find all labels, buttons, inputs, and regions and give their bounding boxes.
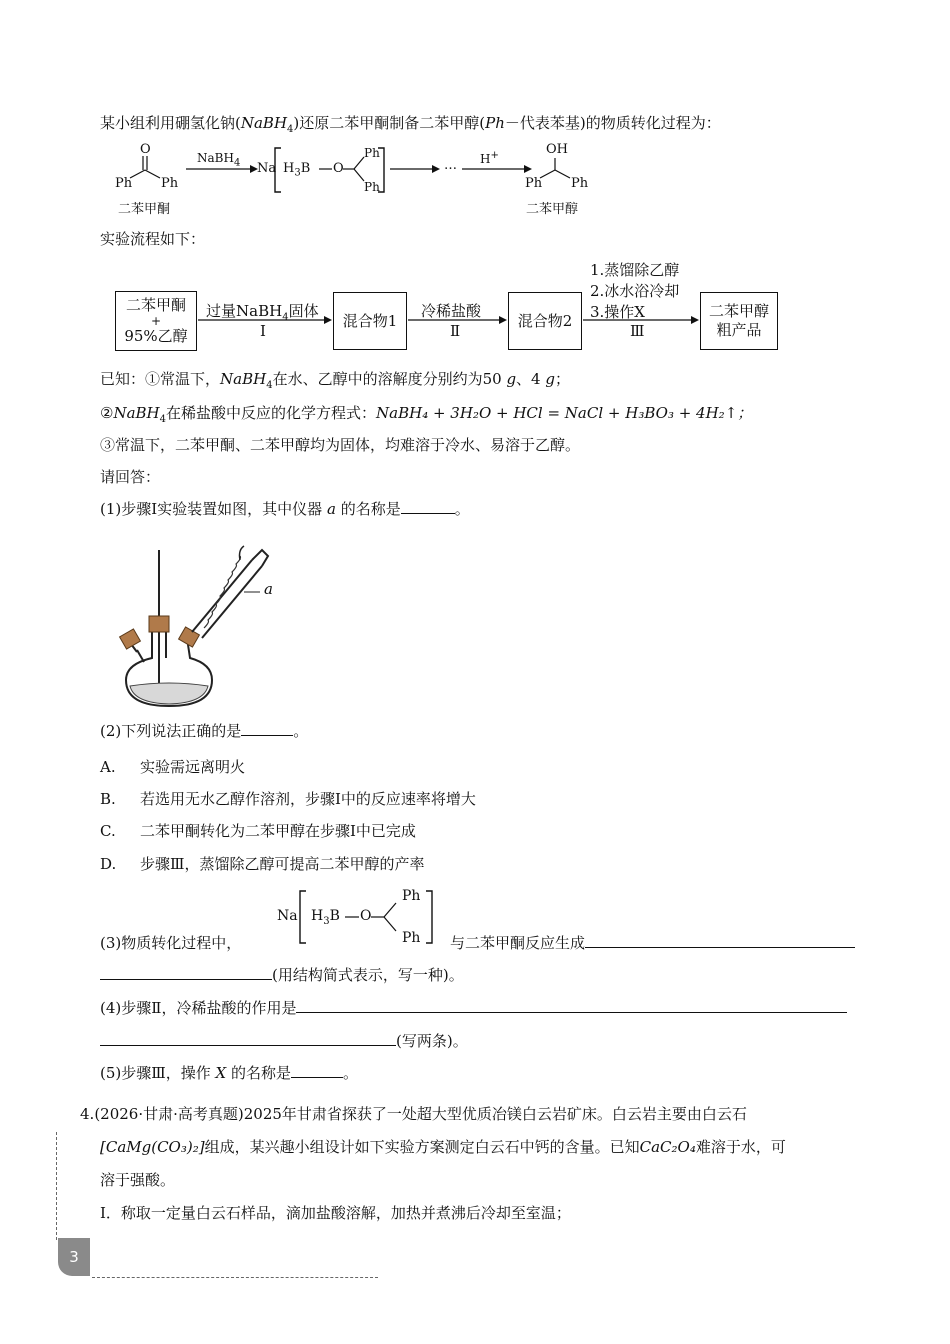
known-3: ③常温下，二苯甲酮、二苯甲醇均为固体，均难溶于冷水、易溶于乙醇。 [100,436,581,454]
flow-box-mixture1: 混合物1 [333,292,407,350]
step3-line3: 3.操作X [590,303,645,321]
benzhydrol-name: 二苯甲醇 [526,202,579,217]
arrow2-label: H+ [480,150,499,166]
footer-dashed-line [92,1277,378,1278]
flow-box-product: 二苯甲醇 粗产品 [700,292,778,350]
ph-label: Ph [161,176,179,191]
answer-blank[interactable] [241,721,293,736]
o-label: O [333,161,344,176]
ask-text: 请回答： [100,468,161,486]
problem-4-step1: Ⅰ．称取一定量白云石样品，滴加盐酸溶解，加热并煮沸后冷却至室温； [100,1204,571,1222]
page-number: 3 [58,1238,90,1276]
option-b[interactable]: B. 若选用无水乙醇作溶剂，步骤Ⅰ中的反应速率将增大 [100,790,476,808]
ph-label: Ph [571,176,589,191]
problem-4-line3: 溶于强酸。 [100,1171,176,1189]
apparatus-illustration [112,540,292,708]
question-2: (2)下列说法正确的是 。 [100,722,309,740]
question-1: (1)步骤Ⅰ实验装置如图，其中仪器 a 的名称是 。 [100,500,470,518]
question-3-mid: 与二苯甲酮反应生成 [450,932,855,953]
ph-label: Ph [402,930,421,946]
ph-label: Ph [364,146,380,160]
question-3-line2: (用结构简式表示，写一种)。 [100,964,464,985]
known-1: 已知：①常温下，NaBH$_4$在水、乙醇中的溶解度分别约为50 g、4 g； [100,370,570,391]
problem-4: 4.(2026·甘肃·高考真题)2025年甘肃省探获了一处超大型优质冶镁白云岩矿床。白云岩主要由白云石 [80,1105,747,1123]
flow-title: 实验流程如下： [100,230,206,248]
known-2: ②NaBH$_4$在稀盐酸中反应的化学方程式：NaBH₄ + 3H₂O + HCl = NaCl + H₃BO₃ + 4H₂↑； [100,404,753,425]
h3b-label: $H_3B$ [283,161,311,179]
option-d[interactable]: D. 步骤Ⅲ，蒸馏除乙醇可提高二苯甲醇的产率 [100,855,425,873]
oh-label: OH [546,142,568,157]
flow-box-start: 二苯甲酮 + 95%乙醇 [115,291,197,351]
option-c[interactable]: C. 二苯甲酮转化为二苯甲醇在步骤Ⅰ中已完成 [100,822,416,840]
margin-dashed-line [56,1132,57,1240]
step3-num: Ⅲ [630,322,645,340]
question-4-line2: (写两条)。 [100,1030,468,1051]
answer-blank[interactable] [401,499,455,514]
apparatus-label: a [264,580,273,598]
o-label: O [360,908,372,924]
step1-num: Ⅰ [260,322,266,340]
benzophenone-name: 二苯甲酮 [118,202,171,217]
step3-line1: 1.蒸馏除乙醇 [590,261,680,279]
step1-label: 过量NaBH$_4$固体 [206,302,319,323]
ph-label: Ph [115,176,133,191]
ph-label: Ph [402,888,421,904]
step3-line2: 2.冰水浴冷却 [590,282,680,300]
arrow1-label: NaBH$_4$ [197,151,241,169]
question-5: (5)步骤Ⅲ，操作 X 的名称是 。 [100,1064,358,1082]
intro-text: 某小组利用硼氢化钠(NaBH$_4$)还原二苯甲酮制备二苯甲醇(Ph－代表苯基)的物质转化过程为： [100,114,721,135]
answer-blank[interactable] [291,1063,343,1078]
answer-blank[interactable] [100,1031,396,1046]
na-label: Na [257,161,277,176]
answer-blank[interactable] [296,998,847,1013]
question-4: (4)步骤Ⅱ，冷稀盐酸的作用是 [100,997,847,1018]
ellipsis: … [444,158,457,173]
ph-label: Ph [364,180,380,194]
question-3: (3)物质转化过程中， [100,934,242,952]
h3b-label: $H_3B$ [311,908,340,927]
problem-4-line2: [CaMg(CO₃)₂]组成，某兴趣小组设计如下实验方案测定白云石中钙的含量。已知CaC₂O₄难溶于水，可 [100,1138,786,1156]
option-a[interactable]: A. 实验需远离明火 [100,758,246,776]
ph-label: Ph [525,176,543,191]
answer-blank[interactable] [100,965,272,980]
flow-box-mixture2: 混合物2 [508,292,582,350]
na-label: Na [277,908,298,924]
answer-blank[interactable] [585,933,855,948]
step2-label: 冷稀盐酸 [421,302,482,320]
step2-num: Ⅱ [450,322,461,340]
carbonyl-o: O [140,142,151,157]
